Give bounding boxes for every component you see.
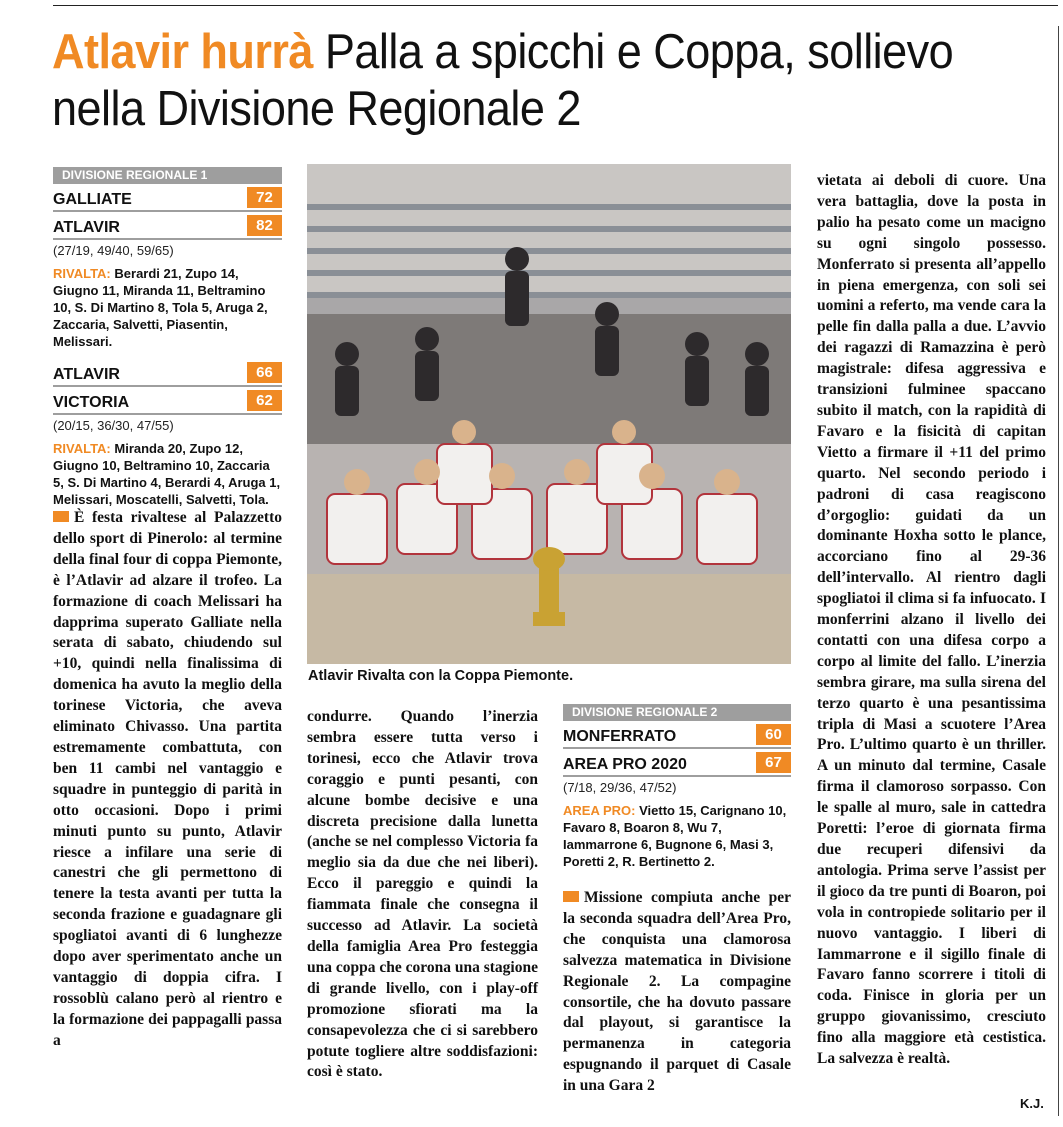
- team-name: GALLIATE: [53, 191, 132, 208]
- team-row: [563, 721, 791, 749]
- team-score: 67: [756, 752, 791, 773]
- team-photo: [307, 164, 791, 664]
- photo-caption: Atlavir Rivalta con la Coppa Piemonte.: [308, 668, 574, 684]
- team-name: VICTORIA: [53, 394, 130, 411]
- team-row: [563, 749, 791, 777]
- article-column-3: [563, 888, 791, 1097]
- team-row: [53, 359, 282, 387]
- team-row: [53, 212, 282, 240]
- top-rule: [53, 5, 1058, 6]
- team-row: [53, 184, 282, 212]
- article-column-2: [307, 707, 538, 1083]
- right-rule: [1058, 26, 1059, 1116]
- article-column-1: [53, 508, 282, 1052]
- team-score: 60: [756, 724, 791, 745]
- scorers-label: AREA PRO:: [563, 803, 636, 818]
- scorers-label: RIVALTA:: [53, 441, 111, 456]
- partial-scores: (20/15, 36/30, 47/55): [53, 418, 174, 433]
- paragraph-marker: [563, 891, 579, 902]
- team-row: [53, 387, 282, 415]
- team-name: ATLAVIR: [53, 219, 120, 236]
- paragraph-marker: [53, 511, 69, 522]
- scorers-text: Berardi 21, Zupo 14, Giugno 11, Miranda 11, Beltramino 10, S. Di Martino 8, Tola 5, Aruga 2, Zaccaria, Salvetti, Piasentin, Melissari.: [53, 266, 268, 349]
- scorers-list: [53, 265, 282, 350]
- team-name: AREA PRO 2020: [563, 756, 687, 773]
- headline-text: Palla a spicchi e Coppa, sollievo nella Divisione Regionale 2: [52, 25, 954, 136]
- partial-scores: (27/19, 49/40, 59/65): [53, 243, 174, 258]
- team-score: 62: [247, 390, 282, 411]
- team-name: MONFERRATO: [563, 728, 677, 745]
- headline: [52, 24, 972, 138]
- article-text: vietata ai deboli di cuore. Una vera battaglia, dove la posta in palio ha pesato come un macigno su ogni singolo possesso. Monferrato si presenta all’appello in piena emergenza, con soli sei uomini a referto, ma vende cara la pelle fin dalla palla a due. L’avvio dei ragazzi di Ramazzina è però magistrale: difesa aggressiva e transizioni fulminee spaccano subito il match, con la rapidità di Favaro e la fisicità di capitan Vietto a firmare il +11 del primo quarto. Nel secondo periodo i padroni di casa reagiscono d’orgoglio: guidati da un dominante Hoxha sotto le plance, accorciano fino al 29-36 dell’intervallo. Al rientro dagli spogliatoi il clima si fa infuocato. I monferrini alzano il livello dei contatti con una difesa corpo a corpo al limite del fallo. L’inerzia sembra girare, ma sulla sirena del terzo quarto è una pesantissima tripla di Masi a scuotere l’Area Pro. L’ultimo quarto è un thriller. A un minuto dal termine, Casale firma il clamoroso sorpasso. Con le spalle al muro, sale in cattedra Poretti: l’eroe di giornata firma due recuperi difensivi da antologia. Prima serve l’assist per il gioco da tre punti di Boaron, poi vola in contropiede solitario per il nuovo vantaggio. I liberi di Iammarrone e il sigillo finale di Favaro fanno scorrere i titoli di coda. Finisce in gloria per un gruppo giovanissimo, cresciuto fino alla maggiore età cestistica. La salvezza è realtà.: [817, 172, 1046, 1068]
- article-text: È festa rivaltese al Palazzetto dello sport di Pinerolo: al termine della final four di coppa Piemonte, è l’Atlavir ad alzare il trofeo. La formazione di coach Melissari ha dapprima superato Galliate nella serata di sabato, chiudendo sul +10, quindi nella finalissima di domenica ha avuto la meglio della torinese Victoria, che aveva eliminato Chivasso. Una partita estremamente combattuta, con ben 11 cambi nel vantaggio e squadre in punteggio di parità in otto occasioni. Dopo i primi minuti punto su punto, Atlavir riesce a infilare una serie di canestri che gli permettono di tenere la testa avanti per tutta la seconda frazione e guadagnare gli spogliatoi avanti di 6 lunghezze dopo aver sperimentato anche un vantaggio di doppia cifra. I rossoblù calano però al rientro e la formazione dei pappagalli passa a: [53, 509, 282, 1049]
- scorers-label: RIVALTA:: [53, 266, 111, 281]
- team-score: 66: [247, 362, 282, 383]
- scorebox-header: DIVISIONE REGIONALE 1: [53, 167, 282, 184]
- scorers-list: [563, 802, 791, 870]
- team-photo-illustration: [307, 164, 791, 664]
- author-signature: K.J.: [1020, 1096, 1044, 1111]
- scorers-text: Miranda 20, Zupo 12, Giugno 10, Beltramino 10, Zaccaria 5, S. Di Martino 4, Berardi 4, Aruga 1, Melissari, Moscatelli, Salvetti, Tola.: [53, 441, 281, 507]
- scorers-text: Vietto 15, Carignano 10, Favaro 8, Boaron 8, Wu 7, Iammarrone 6, Bugnone 6, Masi 3, Poretti 2, R. Bertinetto 2.: [563, 803, 787, 869]
- team-score: 82: [247, 215, 282, 236]
- scorebox-header: DIVISIONE REGIONALE 2: [563, 704, 791, 721]
- article-column-4: [817, 171, 1046, 1070]
- scorers-list: [53, 440, 282, 508]
- team-name: ATLAVIR: [53, 366, 120, 383]
- partial-scores: (7/18, 29/36, 47/52): [563, 780, 677, 795]
- scorebox-regionale-1: [53, 167, 282, 508]
- headline-accent: Atlavir hurrà: [52, 25, 313, 79]
- team-score: 72: [247, 187, 282, 208]
- article-text: condurre. Quando l’inerzia sembra essere tutta verso i torinesi, ecco che Atlavir trova coraggio e punti pesanti, con alcune bombe decisive e una discreta precisione dalla lunetta (anche se nel complesso Victoria fa meglio sia da due che nei liberi). Ecco il pareggio e quindi la fiammata finale che consegna il successo ad Atlavir. La società della famiglia Area Pro festeggia una coppa che corona una stagione di grande livello, con i play-off promozione sfiorati ma la consapevolezza che ci si sarebbero potute togliere altre soddisfazioni: così è stato.: [307, 708, 538, 1081]
- article-text: Missione compiuta anche per la seconda squadra dell’Area Pro, che conquista una clamorosa salvezza matematica in Divisione Regionale 2. La compagine consortile, che ha dovuto passare dal playout, si garantisce la permanenza in categoria espugnando il parquet di Casale in una Gara 2: [563, 889, 791, 1095]
- scorebox-regionale-2: [563, 704, 791, 870]
